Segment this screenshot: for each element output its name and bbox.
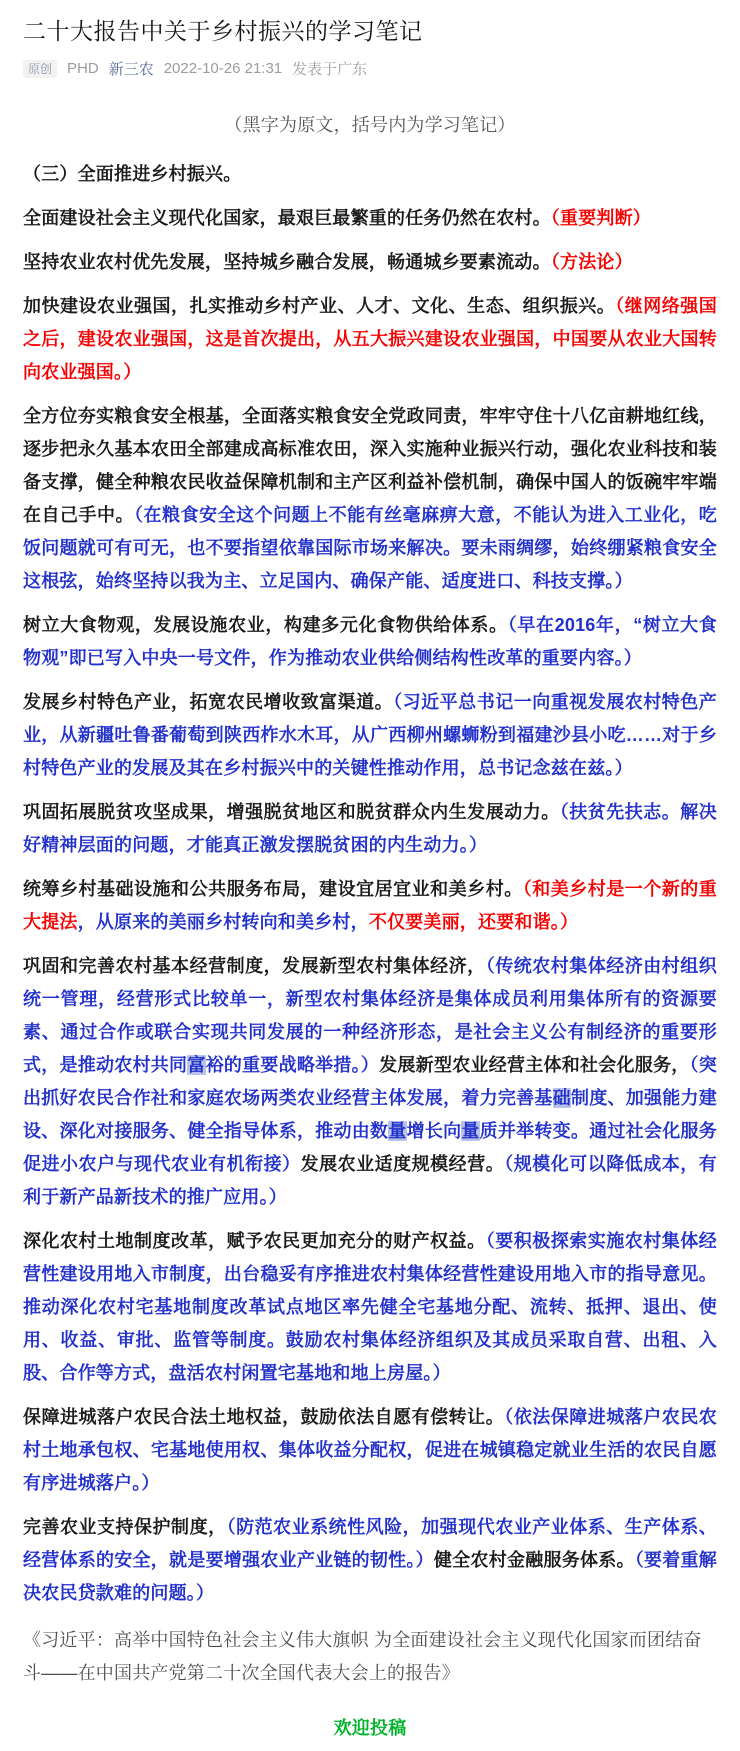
text-segment: （要着重解决农民贷款难的问题。）: [23, 1550, 717, 1603]
text-segment: （依法保障进城落户农民农村土地承包权、宅基地使用权、集体收益分配权，促进在城镇稳定就业生活的农民自愿有序进城落户。）: [23, 1407, 717, 1493]
article-byline: [23, 58, 717, 79]
text-segment: 巩固和完善农村基本经营制度，发展新型农村集体经济，: [23, 956, 486, 976]
text-segment: 量: [388, 1121, 407, 1141]
text-segment: （黑字为原文，括号内为学习笔记）: [224, 115, 516, 135]
text-segment: 坚持农业农村优先发展，坚持城乡融合发展，畅通城乡要素流动。: [23, 252, 551, 272]
text-segment: 深化农村土地制度改革，赋予农民更加充分的财产权益。: [23, 1231, 486, 1251]
paragraph: [23, 1624, 717, 1690]
paragraph: [23, 400, 717, 598]
paragraph: [23, 1225, 717, 1390]
text-segment: （规模化可以降低成本，有利于新产品新技术的推广应用。）: [23, 1154, 718, 1207]
text-segment: 制度、加强能力建设、深化对接服务、健全指导体系，推动由数: [23, 1088, 717, 1141]
text-segment: 保障进城落户农民合法土地权益，鼓励依法自愿有偿转让。: [23, 1407, 505, 1427]
text-segment: （重要判断）: [550, 208, 651, 228]
publish-datetime: 2022-10-26 21:31: [163, 60, 283, 77]
text-segment: 富: [187, 1055, 206, 1075]
article-title: 二十大报告中关于乡村振兴的学习笔记: [23, 18, 423, 44]
text-segment: （传统农村集体经济由村组织统一管理，经营形式比较单一，新型农村集体经济是集体成员利用集体所有的资源要素、通过合作或联合实现共同发展的一种经济形态，是社会主义公有制经济的重要形式，是推动农村共同: [23, 956, 717, 1075]
paragraph: [23, 158, 717, 191]
paragraph: [23, 109, 717, 142]
article-body: [23, 109, 717, 1745]
paragraph: [23, 609, 717, 675]
text-segment: （扶贫先扶志。解决好精神层面的问题，才能真正激发摆脱贫困的内生动力。）: [23, 802, 717, 855]
text-segment: （突出抓好农民合作社和家庭农场两类农业经营主体发展，着力完善基: [23, 1055, 718, 1108]
text-segment: 础: [552, 1088, 571, 1108]
text-segment: （要积极探索实施农村集体经营性建设用地入市制度，出台稳妥有序推进农村集体经营性建设用地入市的指导意见。推动深化农村宅基地制度改革试点地区率先健全宅基地分配、流转、抵押、退出、使用、收益、审批、监管等制度。鼓励农村集体经济组织及其成员采取自营、出租、入股、合作等方式，盘活农村闲置宅基地和地上房屋。）: [23, 1231, 717, 1383]
paragraph: [23, 202, 717, 235]
text-segment: 质并举转变。通过社会化服务促进小农户与现代农业有机衔接）: [23, 1121, 717, 1174]
article-page: [0, 16, 740, 1745]
paragraph: [23, 686, 717, 785]
text-segment: 完善农业支持保护制度，: [23, 1517, 227, 1537]
text-segment: 增长向: [406, 1121, 462, 1141]
text-segment: 不仅要美丽，还要和谐。）: [368, 912, 579, 932]
text-segment: （在粮食安全这个问题上不能有丝毫麻痹大意，不能认为进入工业化，吃饭问题就可有可无，也不要指望依靠国际市场来解决。要未雨绸缪，始终绷紧粮食安全这根弦，始终坚持以我为主、立足国内、确保产能、适度进口、科技支撑。）: [23, 505, 717, 591]
text-segment: （三）全面推进乡村振兴。: [23, 164, 242, 184]
text-segment: 裕的重要战略举措。）: [205, 1055, 380, 1075]
text-segment: 统筹乡村基础设施和公共服务布局，建设宜居宜业和美乡村。: [23, 879, 523, 899]
text-segment: 巩固拓展脱贫攻坚成果，增强脱贫地区和脱贫群众内生发展动力。: [23, 802, 560, 822]
text-segment: （防范农业系统性风险，加强现代农业产业体系、生产体系、经营体系的安全，就是要增强农业产业链的韧性。）: [23, 1517, 717, 1570]
text-segment: ，从原来的美丽乡村转向和美乡村，: [77, 912, 369, 932]
paragraph: [23, 796, 717, 862]
text-segment: （继网络强国之后，建设农业强国，这是首次提出，从五大振兴建设农业强国，中国要从农业大国转向农业强国。）: [23, 296, 717, 382]
text-segment[interactable]: 欢迎投稿: [333, 1718, 407, 1738]
paragraph: [23, 1401, 717, 1500]
text-segment: （方法论）: [550, 252, 633, 272]
paragraph: [23, 950, 717, 1214]
text-segment: 全面建设社会主义现代化国家，最艰巨最繁重的任务仍然在农村。: [23, 208, 551, 228]
text-segment: （和美乡村是一个新的重大提法: [23, 879, 717, 932]
paragraph: [23, 1511, 717, 1610]
text-segment: 发展乡村特色产业，拓宽农民增收致富渠道。: [23, 692, 394, 712]
author-name: PHD: [67, 60, 99, 77]
original-badge: 原创: [23, 60, 57, 78]
paragraph: [23, 290, 717, 389]
publish-location: 发表于广东: [292, 61, 368, 78]
text-segment: 健全农村金融服务体系。: [433, 1550, 635, 1570]
text-segment: 发展农业适度规模经营。: [300, 1154, 505, 1174]
paragraph: [23, 246, 717, 279]
text-segment: （习近平总书记一向重视发展农村特色产业，从新疆吐鲁番葡萄到陕西柞水木耳，从广西柳州螺蛳粉到福建沙县小吃……对于乡村特色产业的发展及其在乡村振兴中的关键性推动作用，总书记念兹在兹。）: [23, 692, 717, 778]
text-segment: 发展新型农业经营主体和社会化服务，: [379, 1055, 690, 1075]
text-segment: 树立大食物观，发展设施农业，构建多元化食物供给体系。: [23, 615, 508, 635]
text-segment: 量: [461, 1121, 480, 1141]
official-account-link[interactable]: 新三农: [108, 61, 154, 78]
submit-contribution-link[interactable]: [23, 1712, 717, 1745]
paragraph: [23, 873, 717, 939]
text-segment: 《习近平：高举中国特色社会主义伟大旗帜 为全面建设社会主义现代化国家而团结奋斗——在中国共产党第二十次全国代表大会上的报告》: [23, 1630, 702, 1683]
text-segment: 加快建设农业强国，扎实推动乡村产业、人才、文化、生态、组织振兴。: [23, 296, 616, 316]
text-segment: 全方位夯实粮食安全根基，全面落实粮食安全党政同责，牢牢守住十八亿亩耕地红线，逐步把永久基本农田全部建成高标准农田，深入实施种业振兴行动，强化农业科技和装备支撑，健全种粮农民收益保障机制和主产区利益补偿机制，确保中国人的饭碗牢牢端在自己手中。: [23, 406, 717, 525]
text-segment: （早在2016年，“树立大食物观”即已写入中央一号文件，作为推动农业供给侧结构性改革的重要内容。）: [23, 615, 717, 668]
